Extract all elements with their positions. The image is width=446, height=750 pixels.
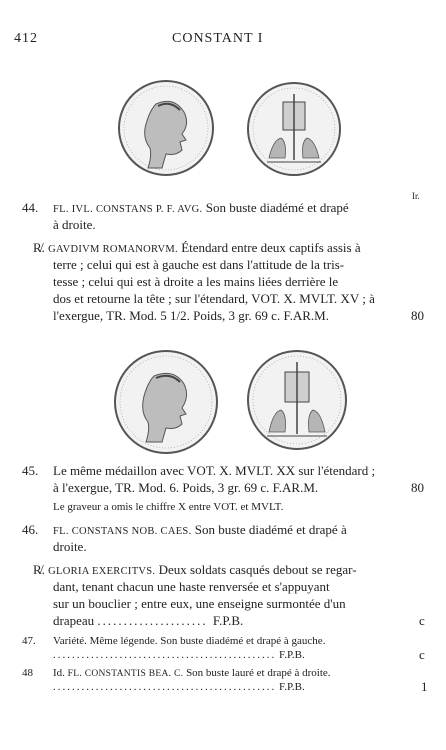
entry-44-rev-legend: GAVDIVM ROMANORVM.	[48, 244, 178, 255]
coin-1-reverse	[245, 80, 343, 178]
entry-44-line-4: dos et retourne la tête ; sur l'étendard, VOT. X. MVLT. XV ; à	[53, 291, 375, 306]
entry-44-obverse-desc: Son buste diadémé et drapé	[205, 200, 349, 215]
entry-46-reverse-first	[33, 562, 357, 581]
entry-48-mark-line	[53, 680, 305, 694]
entry-46-rev-mark: R̸.	[33, 562, 45, 577]
leader-dots: .....................	[97, 613, 213, 628]
entry-45-line-2: à l'exergue, TR. Mod. 6. Poids, 3 gr. 69 c. F.AR.M.	[53, 480, 319, 495]
coin-2-reverse	[245, 348, 349, 452]
entry-44-line-1: Étendard entre deux captifs assis à	[181, 240, 361, 255]
entry-46-obverse-desc: Son buste diadémé et drapé à	[194, 522, 347, 537]
entry-46-line-2: dant, tenant chacun une haste renversée et s'appuyant	[53, 579, 330, 594]
entry-44-line-5: l'exergue, TR. Mod. 5 1/2. Poids, 3 gr. 69 c. F.AR.M.	[53, 308, 329, 323]
entry-45-note: Le graveur a omis le chiffre X entre VOT. et MVLT.	[53, 501, 284, 513]
entry-46-line-4-text: drapeau	[53, 613, 95, 628]
entry-46-obverse	[53, 522, 347, 541]
page-number: 412	[14, 31, 38, 46]
entry-48-number: 48	[22, 667, 33, 679]
leader-dots: ...............................................	[53, 681, 277, 693]
entry-44-obverse-legend: FL. IVL. CONSTANS P. F. AVG.	[53, 204, 203, 215]
entry-46-price: c	[419, 613, 425, 628]
leader-dots: ...............................................	[53, 649, 277, 661]
entry-44-line-3: tesse ; celui qui est à droite a les mains liées derrière le	[53, 274, 339, 289]
entry-48-text-b: Son buste lauré et drapé à droite.	[186, 667, 331, 679]
coin-1-obverse	[116, 78, 216, 178]
entry-44-rev-mark: R̸.	[33, 240, 45, 255]
entry-46-mark: F.P.B.	[212, 613, 244, 628]
entry-46-number: 46.	[22, 522, 39, 537]
entry-47-number: 47.	[22, 635, 36, 647]
entry-47-text: Variété. Même légende. Son buste diadémé et drapé à gauche.	[53, 635, 326, 647]
entry-47-price: c	[419, 647, 425, 662]
entry-48-text	[53, 666, 331, 681]
entry-47-mark: F.P.B.	[279, 649, 305, 661]
entry-46-obverse-legend: FL. CONSTANS NOB. CAES.	[53, 526, 192, 537]
entry-46-line-3: sur un bouclier ; entre eux, une enseigne surmontée d'un	[53, 596, 346, 611]
entry-48-text-a: Id.	[53, 667, 65, 679]
entry-44-obverse-desc2: à droite.	[53, 217, 96, 232]
entry-44-number: 44.	[22, 200, 39, 215]
entry-44-price: 80	[411, 308, 424, 323]
entry-47-mark-line	[53, 648, 305, 662]
entry-45-line-1: Le même médaillon avec VOT. X. MVLT. XX sur l'étendard ;	[53, 463, 376, 478]
entry-45-number: 45.	[22, 463, 39, 478]
entry-48-price: 1	[421, 679, 428, 694]
entry-48-legend: FL. CONSTANTIS BEA. C.	[67, 669, 184, 679]
entry-46-line-4	[53, 613, 243, 630]
entry-45-price: 80	[411, 480, 424, 495]
page-title: CONSTANT I	[172, 31, 264, 46]
side-note: Ir.	[412, 191, 420, 201]
entry-46-rev-legend: GLORIA EXERCITVS.	[48, 566, 156, 577]
entry-44-obverse	[53, 200, 349, 219]
entry-46-obverse-desc2: droite.	[53, 539, 87, 554]
entry-44-line-2: terre ; celui qui est à gauche est dans l'attitude de la tris-	[53, 257, 345, 272]
entry-46-line-1: Deux soldats casqués debout se regar-	[158, 562, 357, 577]
coin-2-obverse	[112, 348, 220, 456]
entry-44-reverse-first	[33, 240, 361, 259]
entry-48-mark: F.P.B.	[279, 681, 305, 693]
